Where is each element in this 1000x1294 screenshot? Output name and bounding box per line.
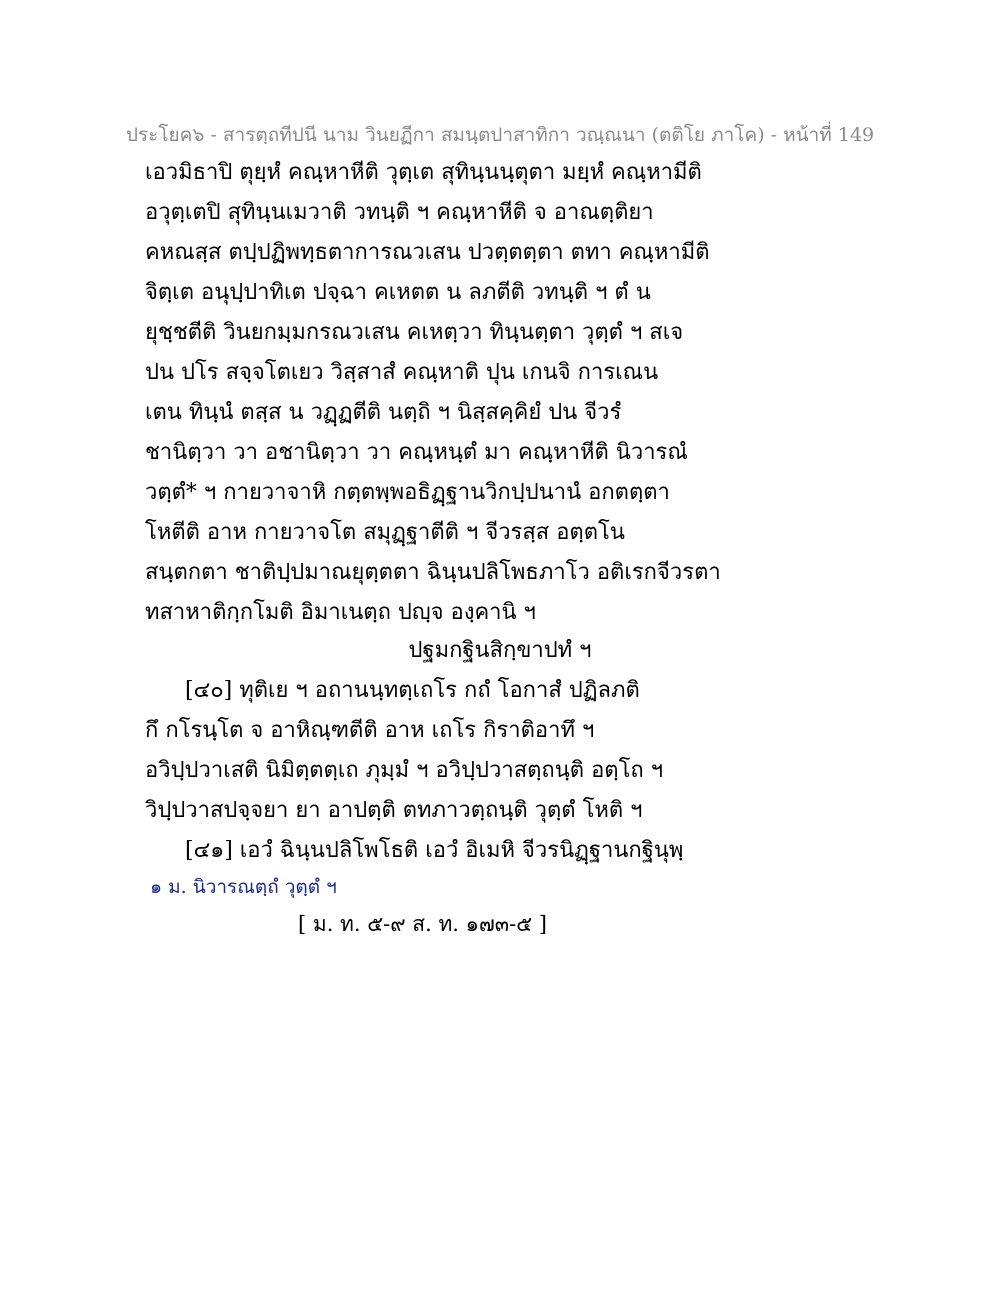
page-header: ประโยค๖ - สารตฺถทีปนี นาม วินยฏีกา สมนฺตปาสาทิกา วณฺณนา (ตติโย ภาโค) - หน้าที่ 149 (125, 124, 875, 146)
section-line-1: [๔๐] ทุติเย ฯ อถานนฺทตฺเถโร กถํ โอกาสํ ปฏิลภติ (185, 678, 640, 703)
body-line-1: เอวมิธาปิ ตุยฺหํ คณฺหาหีติ วุตฺเต สุทินฺนนฺตุตา มยฺหํ คณฺหามีติ (145, 160, 702, 185)
section-line-3: อวิปฺปวาเสติ นิมิตฺตตฺเถ ภุมฺมํ ฯ อวิปฺปวาสตฺถนฺติ อตฺโถ ฯ (145, 758, 664, 783)
body-line-12: ทสาหาติกฺกโมติ อิมาเนตฺถ ปญฺจ องฺคานิ ฯ (145, 600, 536, 625)
body-line-2: อวุตฺเตปิ สุทินฺนเมวาติ วทนฺติ ฯ คณฺหาหีติ จ อาณตฺติยา (145, 200, 654, 225)
section-title: ปฐมกฐินสิกฺขาปทํ ฯ (408, 638, 592, 663)
body-line-4: จิตฺเต อนุปฺปาทิเต ปจฺฉา คเหตต น ลภตีติ วทนฺติ ฯ ตํ น (145, 280, 651, 305)
body-line-8: ชานิตฺวา วา อชานิตฺวา วา คณฺหนฺตํ มา คณฺหาหีติ นิวารณํ (145, 440, 688, 465)
body-line-10: โหตีติ อาห กายวาจโต สมุฏฺฐาตีติ ฯ จีวรสฺส อตฺตโน (145, 520, 625, 545)
section-line-4: วิปฺปวาสปจฺจยา ยา อาปตฺติ ตทภาวตฺถนฺติ วุตฺตํ โหติ ฯ (145, 798, 643, 823)
body-line-5: ยุชฺชตีติ วินยกมฺมกรณวเสน คเหตฺวา ทินฺนตฺตา วุตฺตํ ฯ สเจ (145, 320, 684, 345)
body-line-6: ปน ปโร สจฺจโตเยว วิสฺสาสํ คณฺหาติ ปุน เกนจิ การเณน (145, 360, 659, 385)
body-line-7: เตน ทินฺนํ ตสฺส น วฏฺฏตีติ นตฺถิ ฯ นิสฺสคฺคิยํ ปน จีวรํ (145, 400, 622, 425)
section-line-2: กึ กโรนฺโต จ อาหิณฺฑตีติ อาห เถโร กิราติอาทึ ฯ (145, 718, 595, 743)
footnote: ๑ ม. นิวารณตฺถํ วุตฺตํ ฯ (150, 876, 337, 898)
body-line-3: คหณสฺส ตปฺปฏิพทฺธตาการณวเสน ปวตฺตตฺตา ตทา คณฺหามีติ (145, 240, 710, 265)
reference-line: [ ม. ท. ๕-๙ ส. ท. ๑๗๓-๕ ] (298, 912, 547, 936)
body-line-9: วตฺตํ* ฯ กายวาจาหิ กตฺตพฺพอธิฏฺฐานวิกปฺปนานํ อกตตฺตา (145, 480, 670, 505)
section-line-5: [๔๑] เอวํ ฉินฺนปลิโพโธติ เอวํ อิเมหิ จีวรนิฏฺฐานกฐินุพฺ (185, 838, 684, 863)
body-line-11: สนฺตกตา ชาติปฺปมาณยุตฺตตา ฉินฺนปลิโพธภาโว อติเรกจีวรตา (145, 560, 721, 585)
